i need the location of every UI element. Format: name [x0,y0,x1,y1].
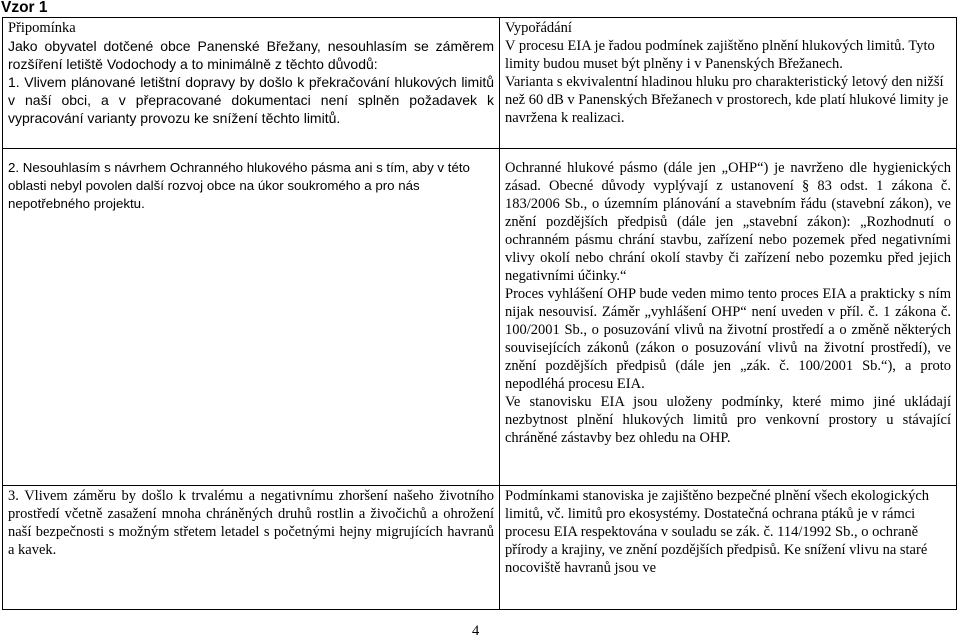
response-2a-text: Ochranné hlukové pásmo (dále jen „OHP“) je navrženo dle hygienických zásad. Obecné důvody vyplývají z ustanovení § 83 odst. 1 zákona č. 183/2006 Sb., o územním plánování a stavebním řádu (stavební zákon), ve znění pozdějších předpisů (dále jen „stavební zákon): „Rozhodnutí o ochranném pásmu chrání stavbu, zařízení nebo pozemek před negativními vlivy okolí nebo chrání okolí stavby či zařízení nebo pozemku před jejich negativními účinky.“ [505,160,951,284]
table-row [3,18,957,149]
document-title: Vzor 1 [1,0,48,16]
response-1b-text: Varianta s ekvivalentní hladinou hluku pro charakteristický letový den nižší než 60 dB v Panenských Břežanech v prostorech, kde platí hlukové limity je navržena k realizaci. [505,74,949,126]
column-header-response: Vypořádání [505,20,572,36]
response-3-text: Podmínkami stanoviska je zajištěno bezpečné plnění všech ekologických limitů, vč. limitů pro ekosystémy. Dostatečná ochrana ptáků je v rámci procesu EIA respektována v souladu se zák. č. 114/1992 Sb., o ochraně přírody a krajiny, ve znění pozdějších předpisů. Ke snížení vlivu na staré nocoviště havranů jsou ve [505,488,930,576]
response-cell [500,18,957,149]
response-cell [500,486,957,610]
response-2b-text: Proces vyhlášení OHP bude veden mimo tento proces EIA a prakticky s ním nijak nesouvisí. Záměr „vyhlášení OHP“ není uveden v příl. č. 1 zákona č. 100/2001 Sb., o posuzování vlivů na životní prostředí a o změně některých souvisejících zákonů (zákon o posuzování vlivů na životní prostředí), ve znění pozdějších předpisů (dále jen „zák. č. 100/2001 Sb.“), a proto nepodléhá procesu EIA. [505,286,951,392]
table-row [3,486,957,610]
response-cell [500,149,957,486]
comment-point-3-text: 3. Vlivem záměru by došlo k trvalému a negativnímu zhoršení našeho životního prostředí včetně zasažení mnoha chráněných druhů rostlin a živočichů a ohrožení naší bezpečnosti s možným střetem letadel s početnými hejny migrujících havranů a kavek. [8,488,494,558]
comment-intro-text: Jako obyvatel dotčené obce Panenské Břežany, nesouhlasím se záměrem rozšíření letiště Vodochody a to minimálně z těchto důvodů: [8,38,494,72]
response-2c-text: Ve stanovisku EIA jsou uloženy podmínky, které mimo jiné ukládají nezbytnost plnění hlukových limitů pro venkovní prostory u stávající chráněné zástavby bez ohledu na OHP. [505,394,951,446]
comments-table [2,17,957,610]
comment-cell [3,486,500,610]
page-number: 4 [472,623,480,639]
column-header-comment: Připomínka [8,20,76,36]
comment-point-2-text: 2. Nesouhlasím s návrhem Ochranného hlukového pásma ani s tím, aby v této oblasti nebyl povolen další rozvoj obce na úkor soukromého a pro nás nepotřebného projektu. [8,160,470,211]
comment-cell [3,18,500,149]
table-row [3,149,957,486]
response-1a-text: V procesu EIA je řadou podmínek zajištěno plnění hlukových limitů. Tyto limity budou muset být plněny i v Panenských Břežanech. [505,38,935,72]
comment-point-1-text: 1. Vlivem plánované letištní dopravy by došlo k překračování hlukových limitů v naší obci, a v přepracované dokumentaci není splněn požadavek k vypracování varianty provozu ke snížení těchto limitů. [8,74,494,126]
comment-cell [3,149,500,486]
